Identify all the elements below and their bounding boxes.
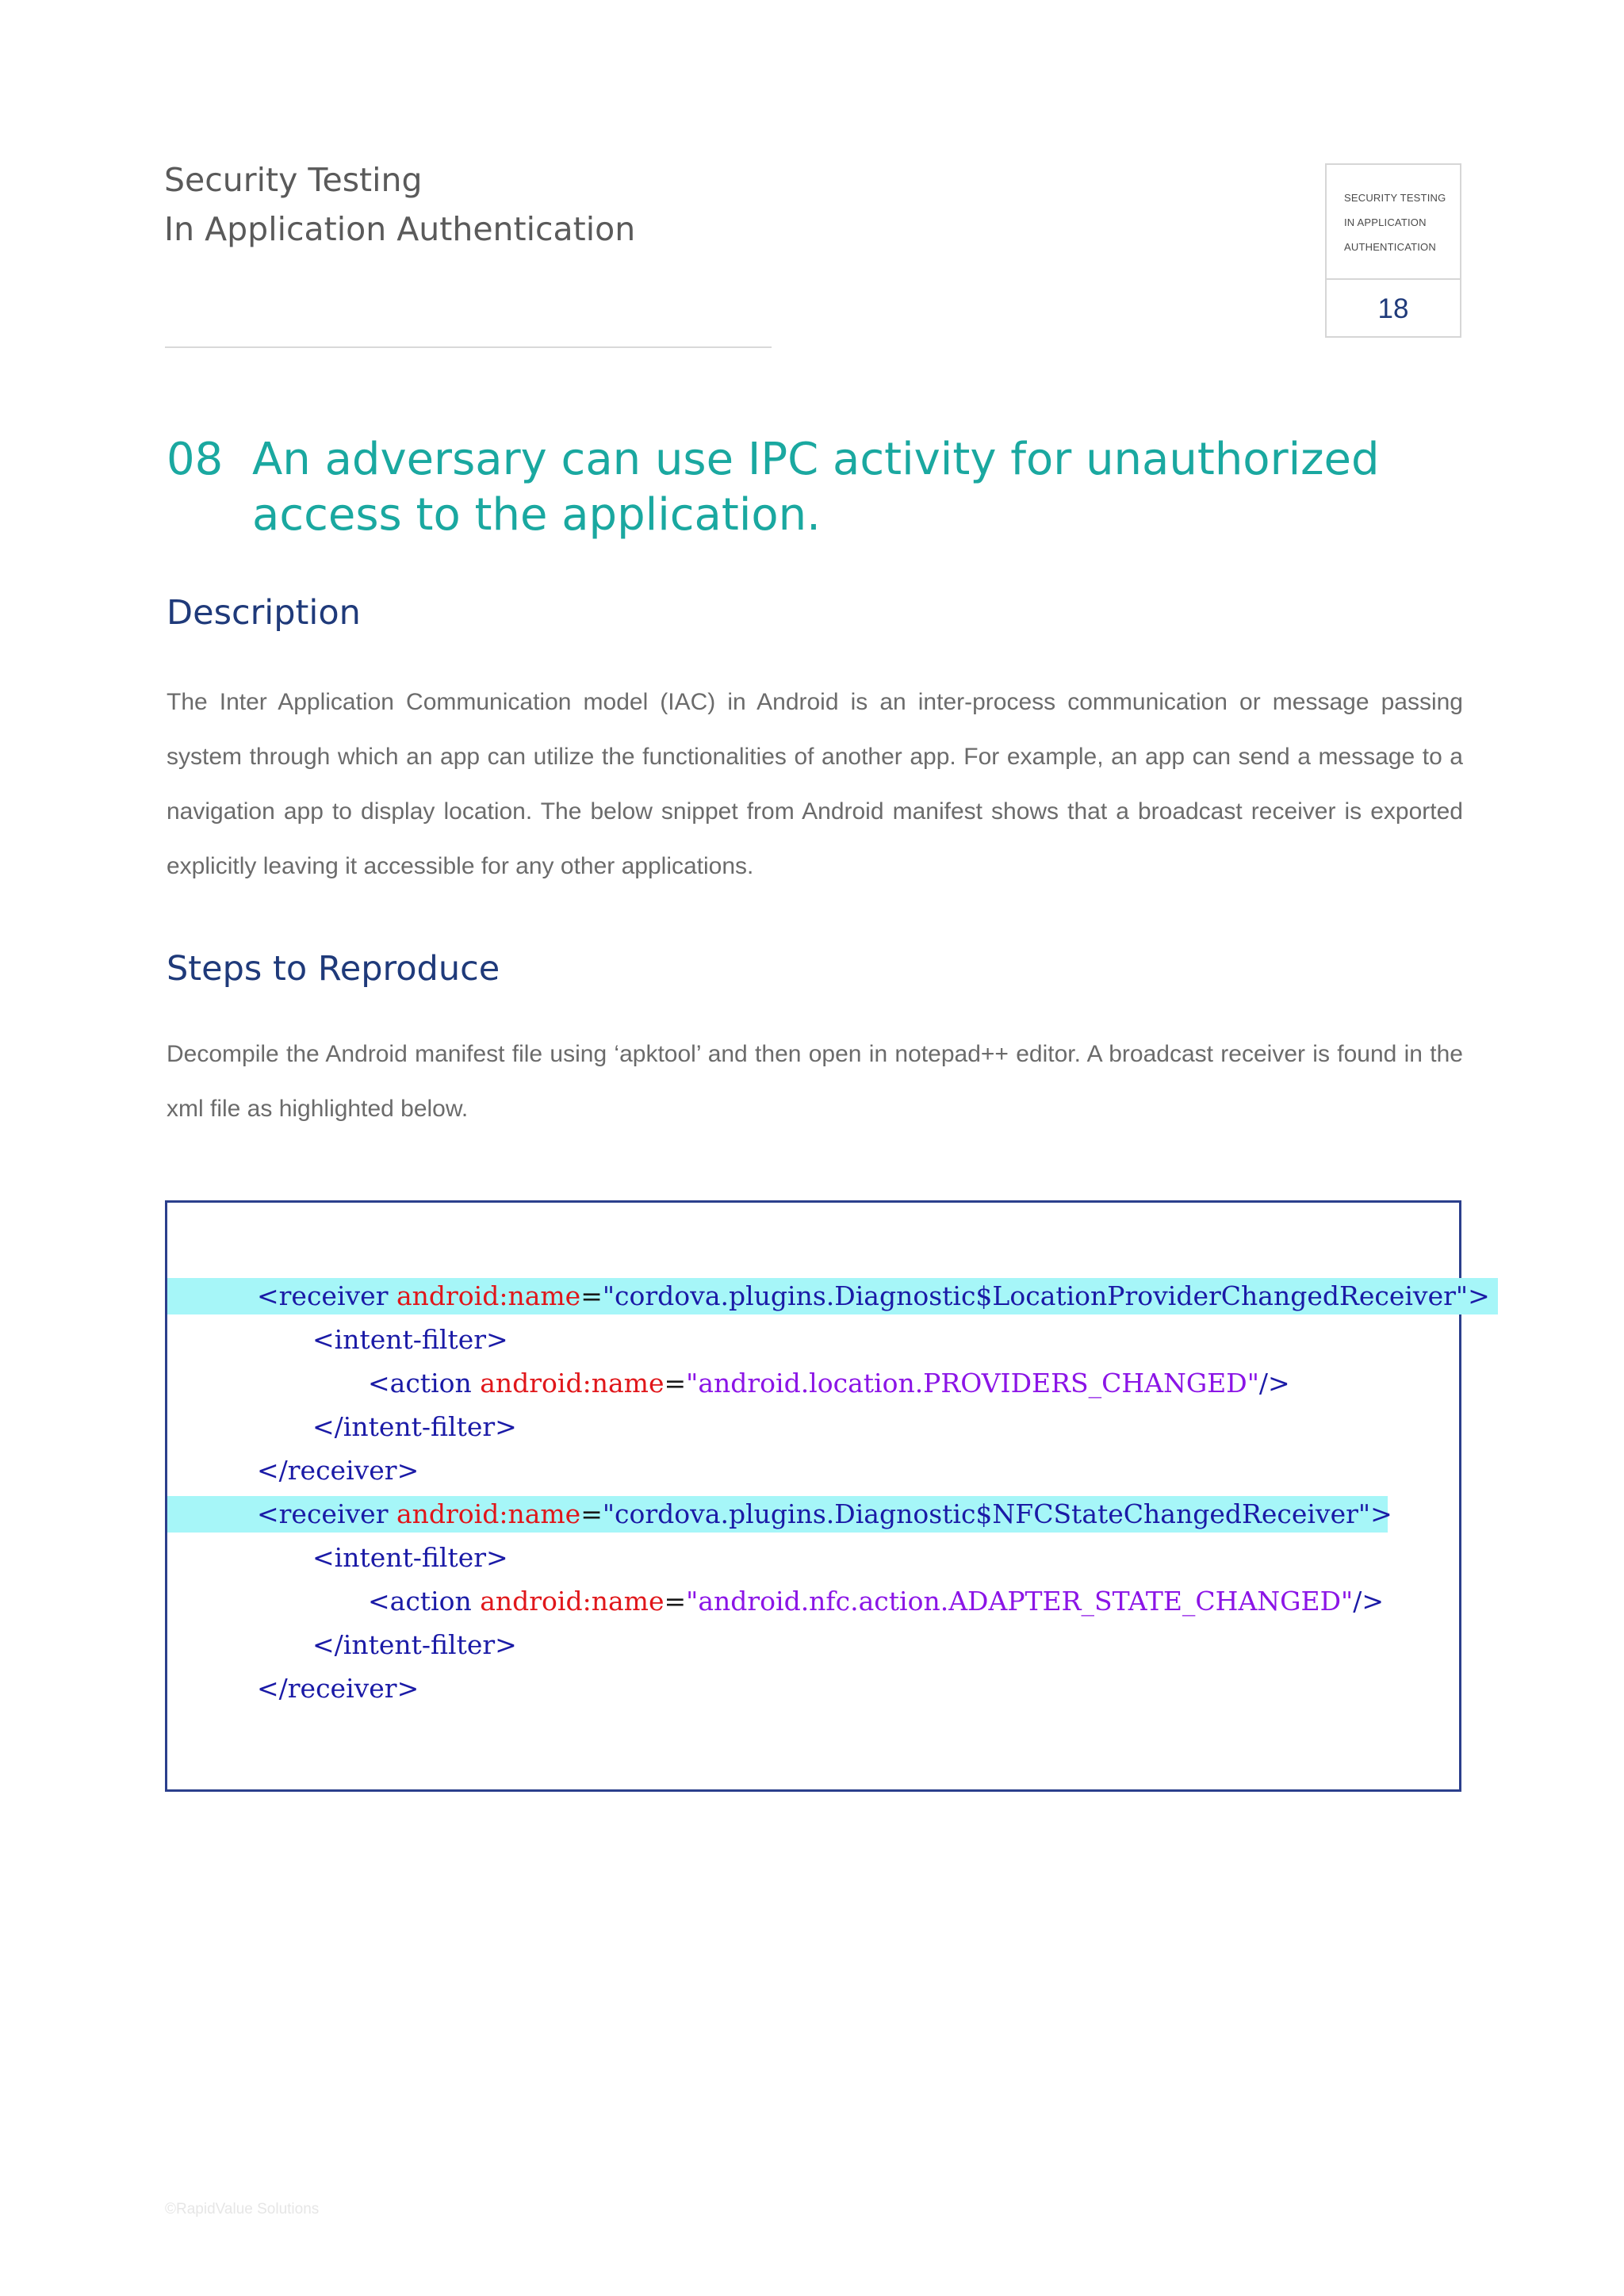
section-number: 08 [167, 434, 224, 485]
code-line-1 [167, 1278, 1498, 1314]
code-tag: <action [368, 1586, 481, 1617]
code-line-9: </intent-filter> [312, 1629, 517, 1660]
code-tag: <receiver [257, 1498, 396, 1529]
code-equals: = [664, 1368, 687, 1399]
description-body: The Inter Application Communication model (IAC) in Android is an inter-process communication or message passing system through which an app can utilize the functionalities of another app. For example, an app can send a message to a navigation app to display location. The below snippet from Android manifest shows that a broadcast receiver is exported explicitly leaving it accessible for any other applications. [167, 689, 1463, 879]
page-box-label-line-2: IN APPLICATION [1344, 216, 1427, 228]
page-number: 18 [1377, 293, 1409, 324]
code-value: "cordova.plugins.Diagnostic$LocationProviderChangedReceiver" [602, 1280, 1469, 1311]
code-line-3 [167, 1365, 1290, 1402]
description-heading: Description [167, 593, 361, 633]
section-title: An adversary can use IPC activity for unauthorized access to the application. [252, 434, 1380, 541]
code-value: "android.nfc.action.ADAPTER_STATE_CHANGED" [686, 1586, 1354, 1617]
page-box-divider [1327, 278, 1460, 280]
code-value: "android.location.PROVIDERS_CHANGED" [686, 1368, 1259, 1399]
code-line-10: </receiver> [257, 1673, 419, 1704]
code-line-7: <intent-filter> [312, 1542, 508, 1573]
code-equals: = [580, 1280, 603, 1311]
code-line-5: </receiver> [257, 1455, 419, 1486]
code-equals: = [580, 1498, 603, 1529]
code-line-8 [167, 1583, 1384, 1620]
code-tag-end: > [1468, 1280, 1490, 1311]
footer-copyright: ©RapidValue Solutions [165, 2201, 320, 2218]
header-title-line-2: In Application Authentication [164, 210, 636, 248]
code-attribute: android:name [480, 1586, 665, 1617]
page-box-label-line-1: SECURITY TESTING [1344, 192, 1446, 204]
code-snippet-box [165, 1200, 1490, 1792]
code-attribute: android:name [396, 1280, 581, 1311]
code-tag-end: /> [1258, 1368, 1290, 1399]
code-line-2: <intent-filter> [312, 1324, 508, 1355]
page-number-box [1325, 163, 1461, 338]
code-equals: = [664, 1586, 687, 1617]
steps-heading: Steps to Reproduce [167, 949, 500, 989]
code-line-4: </intent-filter> [312, 1411, 517, 1442]
steps-body: Decompile the Android manifest file using ‘apktool’ and then open in notepad++ editor. A broadcast receiver is found in the xml file as highlighted below. [167, 1041, 1463, 1122]
code-tag-end: > [1370, 1498, 1392, 1529]
code-tag: <action [368, 1368, 481, 1399]
code-tag: <receiver [257, 1280, 396, 1311]
code-line-6 [167, 1496, 1392, 1533]
header-title-line-1: Security Testing [164, 161, 423, 199]
code-attribute: android:name [480, 1368, 665, 1399]
page-box-label [1344, 186, 1455, 259]
code-attribute: android:name [396, 1498, 581, 1529]
code-value: "cordova.plugins.Diagnostic$NFCStateChangedReceiver" [602, 1498, 1371, 1529]
header-divider [165, 346, 772, 348]
page-box-label-line-3: AUTHENTICATION [1344, 241, 1436, 253]
document-header-title [164, 155, 635, 254]
code-tag-end: /> [1353, 1586, 1385, 1617]
